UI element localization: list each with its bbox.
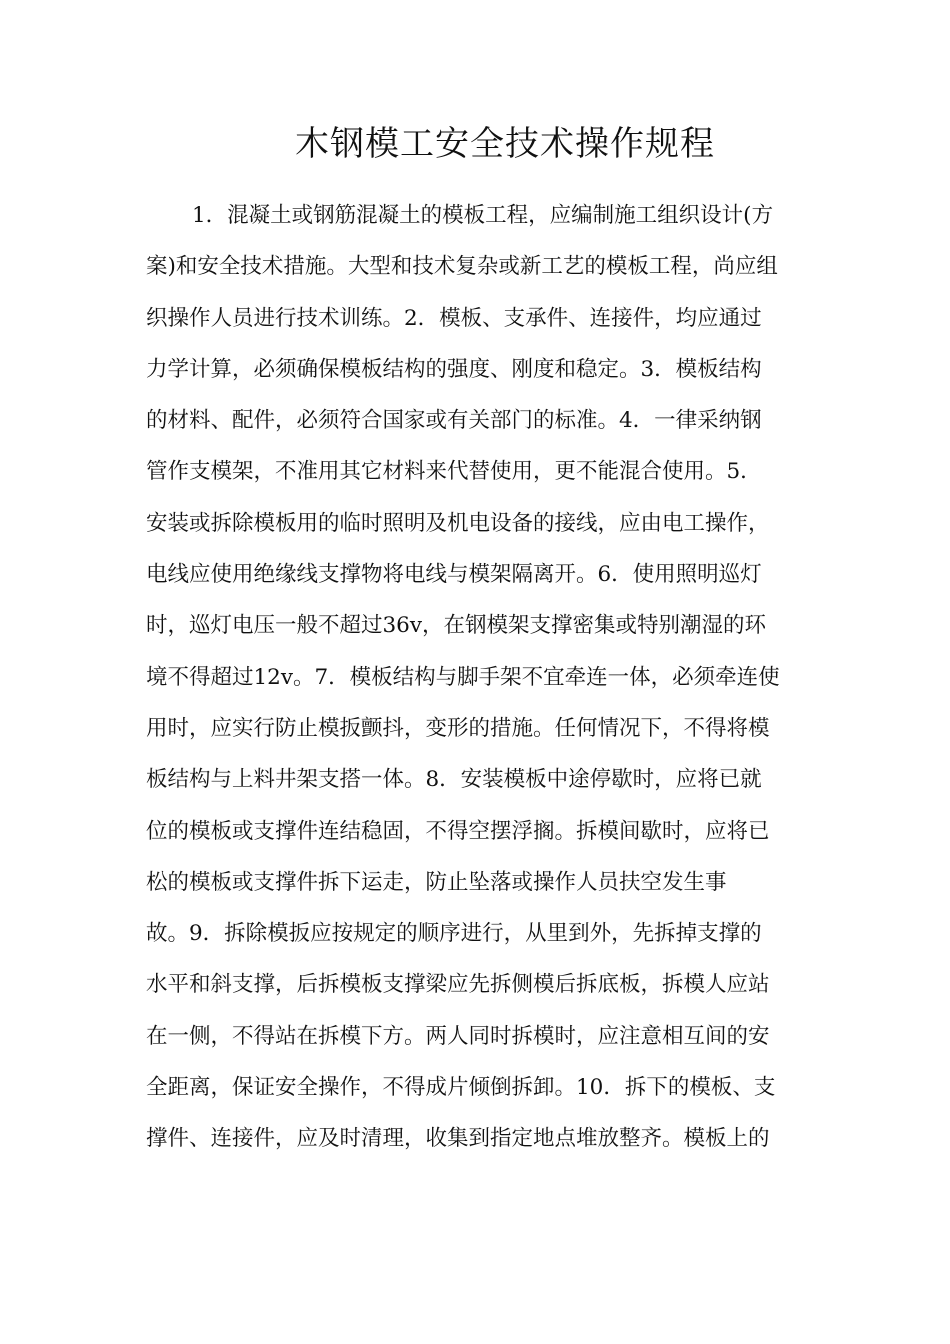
body-line: 水平和斜支撑，后拆模板支撑梁应先拆侧模后拆底板，拆模人应站 (146, 972, 770, 998)
body-line: 位的模板或支撑件连结稳固，不得空摆浮搁。拆模间歇时，应将已 (146, 818, 770, 844)
body-line: 安装或拆除模板用的临时照明及机电设备的接线，应由电工操作， (146, 510, 770, 536)
body-line: 全距离，保证安全操作，不得成片倾倒拆卸。10．拆下的模板、支 (146, 1075, 776, 1101)
body-line: 时，巡灯电压一般不超过36v，在钢模架支撑密集或特别潮湿的环 (146, 613, 767, 639)
body-line: 织操作人员进行技术训练。2．模板、支承件、连接件，均应通过 (146, 305, 762, 331)
body-line: 管作支模架，不准用其它材料来代替使用，更不能混合使用。5． (146, 459, 762, 485)
body-line: 用时，应实行防止模扳颤抖，变形的措施。任何情况下，不得将模 (146, 715, 770, 741)
body-line: 力学计算，必须确保模板结构的强度、刚度和稳定。3．模板结构 (146, 356, 762, 382)
body-line: 故。9．拆除模扳应按规定的顺序进行，从里到外，先拆掉支撑的 (146, 921, 762, 947)
body-line: 境不得超过12v。7．模板结构与脚手架不宜牵连一体，必须牵连使 (146, 664, 780, 690)
document-body (146, 190, 806, 1165)
body-line: 电线应使用绝缘线支撑物将电线与模架隔离开。6．使用照明巡灯 (146, 562, 762, 588)
body-line: 撑件、连接件，应及时清理，收集到指定地点堆放整齐。模板上的 (146, 1126, 770, 1152)
body-line: 松的模板或支撑件拆下运走，防止坠落或操作人员扶空发生事 (146, 869, 727, 895)
document-title: 木钢模工安全技术操作规程 (295, 124, 715, 164)
body-line: 的材料、配件，必须符合国家或有关部门的标准。4．一律采纳钢 (146, 408, 762, 434)
body-line: 案)和安全技术措施。大型和技术复杂或新工艺的模板工程，尚应组 (146, 254, 778, 280)
body-line: 1．混凝土或钢筋混凝土的模板工程，应编制施工组织设计(方 (192, 203, 774, 228)
body-line: 在一侧，不得站在拆模下方。两人同时拆模时，应注意相互间的安 (146, 1023, 770, 1049)
body-line: 板结构与上料井架支搭一体。8．安装模板中途停歇时，应将已就 (146, 767, 762, 793)
